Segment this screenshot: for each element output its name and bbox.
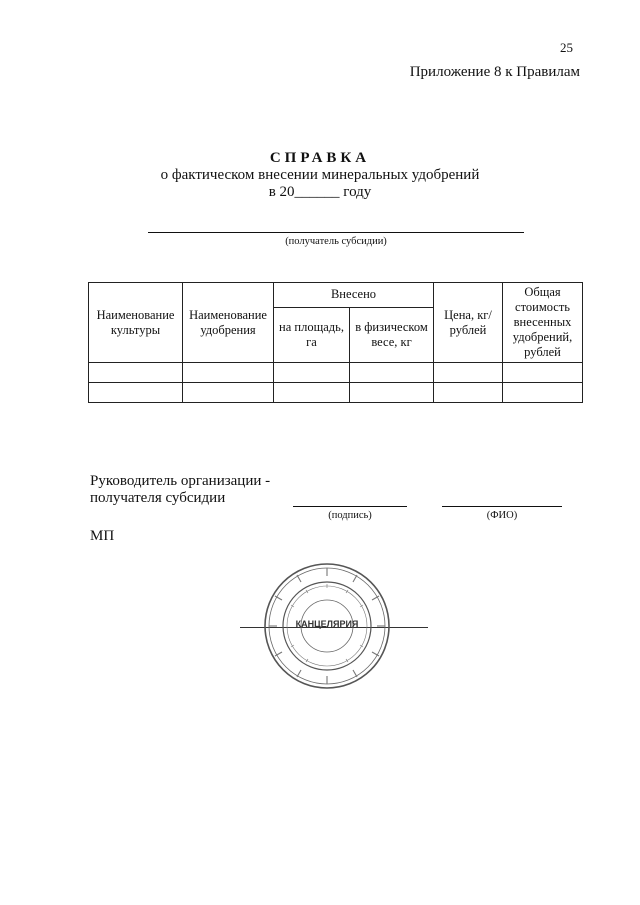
seal-place-label: МП bbox=[90, 528, 115, 544]
full-name-line bbox=[442, 506, 562, 507]
stamp-label: КАНЦЕЛЯРИЯ bbox=[295, 619, 359, 629]
table-cell[interactable] bbox=[183, 383, 274, 403]
table-cell[interactable] bbox=[274, 383, 350, 403]
header-crop: Наименование культуры bbox=[89, 283, 183, 363]
table-cell[interactable] bbox=[434, 383, 503, 403]
header-fertilizer: Наименование удобрения bbox=[183, 283, 274, 363]
header-total-cost: Общая стоимость внесенных удобрений, рублей bbox=[503, 283, 583, 363]
table-cell[interactable] bbox=[503, 363, 583, 383]
header-applied: Внесено bbox=[274, 283, 434, 308]
signature-line bbox=[293, 506, 407, 507]
recipient-underline bbox=[148, 232, 524, 233]
document-subtitle bbox=[0, 167, 640, 201]
subtitle-line-1: о фактическом внесении минеральных удобрений bbox=[160, 167, 480, 183]
document-title: СПРАВКА bbox=[269, 150, 371, 166]
header-weight: в физическом весе, кг bbox=[350, 307, 434, 362]
table-row bbox=[89, 363, 583, 383]
appendix-note: Приложение 8 к Правилам bbox=[409, 64, 580, 80]
recipient-caption: (получатель субсидии) bbox=[285, 236, 387, 247]
subtitle-line-2: в 20______ году bbox=[268, 184, 372, 200]
official-stamp bbox=[262, 561, 392, 691]
table-cell[interactable] bbox=[89, 383, 183, 403]
head-label-line-2: получателя субсидии bbox=[90, 490, 226, 506]
table-cell[interactable] bbox=[183, 363, 274, 383]
head-of-organization-label bbox=[90, 473, 270, 507]
table-cell[interactable] bbox=[350, 383, 434, 403]
page-number: 25 bbox=[560, 40, 573, 55]
table-row bbox=[89, 383, 583, 403]
table-cell[interactable] bbox=[274, 363, 350, 383]
head-label-line-1: Руководитель организации - bbox=[90, 473, 271, 489]
table-cell[interactable] bbox=[503, 383, 583, 403]
header-area: на площадь, га bbox=[274, 307, 350, 362]
table-cell[interactable] bbox=[350, 363, 434, 383]
table-header-row bbox=[89, 283, 583, 308]
fertilizer-table bbox=[88, 282, 583, 403]
table-cell[interactable] bbox=[89, 363, 183, 383]
signature-caption: (подпись) bbox=[328, 510, 372, 521]
header-price: Цена, кг/рублей bbox=[434, 283, 503, 363]
table-cell[interactable] bbox=[434, 363, 503, 383]
full-name-caption: (ФИО) bbox=[486, 510, 518, 521]
